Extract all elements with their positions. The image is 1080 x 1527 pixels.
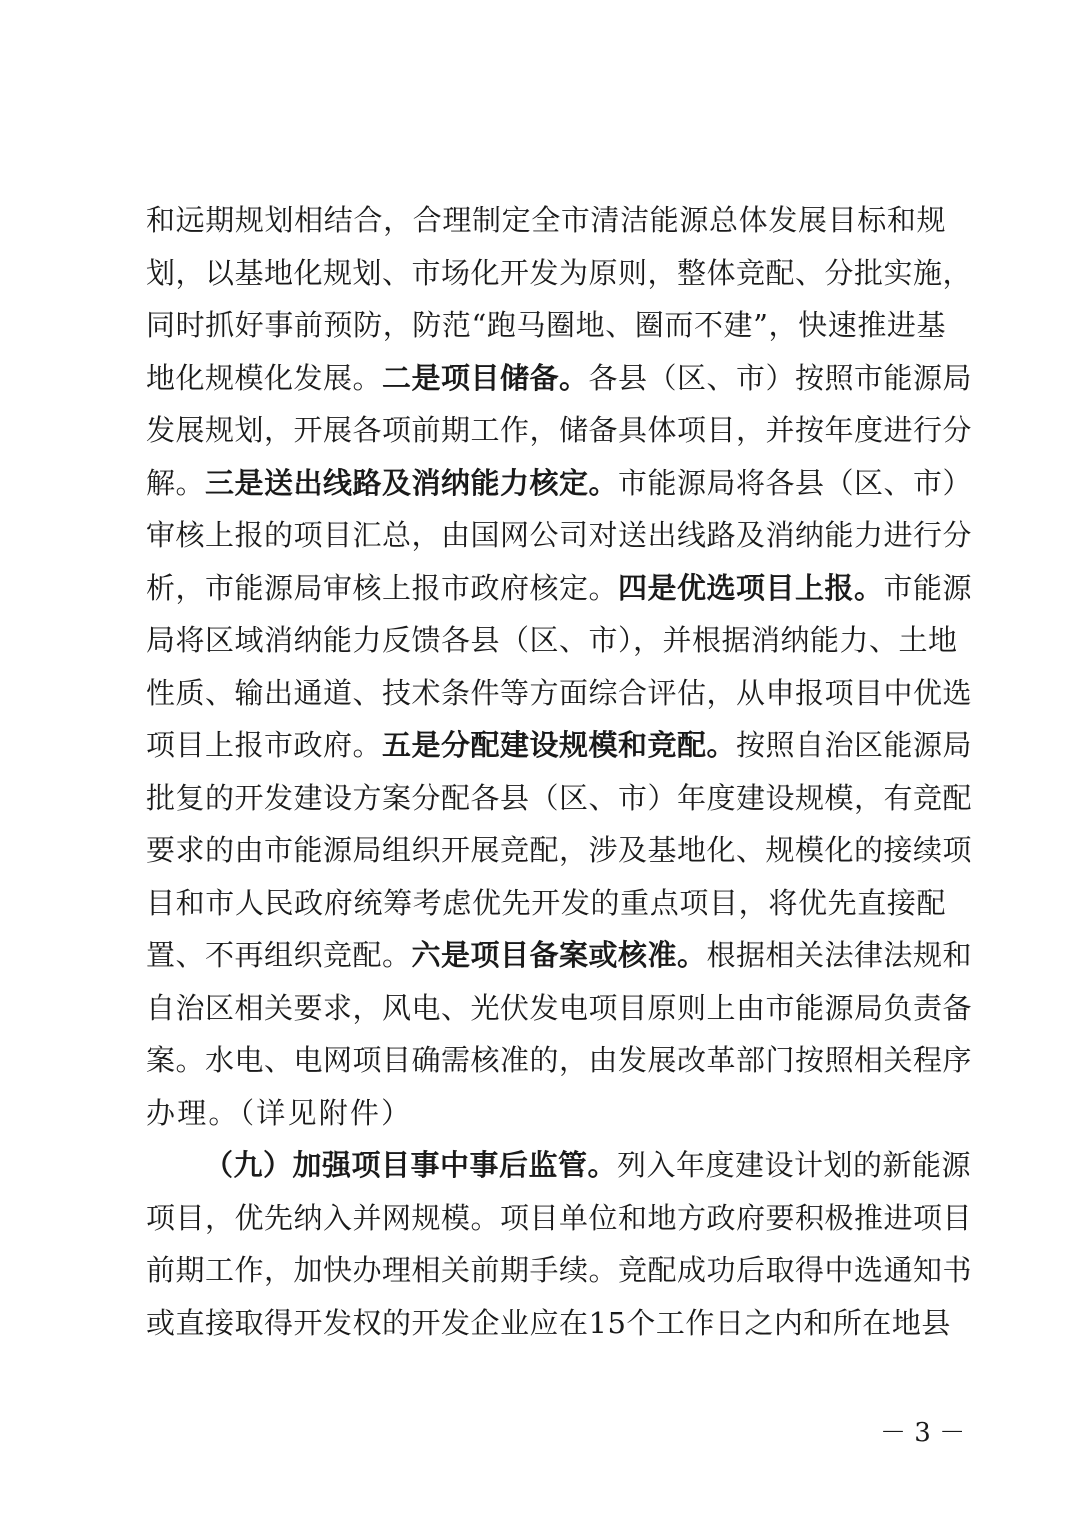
text-segment: 地化规模化发展。: [146, 360, 383, 395]
text-line: [146, 667, 973, 720]
text-segment: 和远期规划相结合，合理制定全市清洁能源总体发展目标和规: [146, 203, 946, 237]
text-segment: 目和市人民政府统筹考虑优先开发的重点项目，将优先直接配: [146, 885, 946, 920]
text-line: [146, 719, 973, 772]
bold-heading-text: 六是项目备案或核准。: [411, 938, 707, 972]
bold-heading-text: 三是送出线路及消纳能力核定。: [205, 465, 619, 500]
text-segment: 案。水电、电网项目确需核准的，由发展改革部门按照相关程序: [146, 1043, 973, 1077]
text-segment: 项目上报市政府。: [146, 728, 383, 762]
text-line: [146, 1244, 973, 1297]
text-segment: 同时抓好事前预防，防范“跑马圈地、圈而不建”，快速推进基: [146, 308, 946, 342]
text-line: [146, 1192, 973, 1245]
text-line: [146, 509, 973, 562]
bold-heading-text: 二是项目储备。: [382, 360, 589, 395]
text-line: [146, 404, 973, 457]
text-line: [146, 1297, 951, 1350]
text-segment: 或直接取得开发权的开发企业应在15个工作日之内和所在地县: [146, 1305, 951, 1340]
text-line: [146, 194, 946, 247]
text-line: [146, 982, 973, 1035]
text-line: [146, 824, 973, 877]
text-line: [146, 299, 946, 352]
text-segment: 自治区相关要求，风电、光伏发电项目原则上由市能源局负责备: [146, 990, 973, 1025]
bold-heading-text: （九）加强项目事中事后监管。: [204, 1148, 618, 1182]
bold-heading-text: 四是优选项目上报。: [618, 570, 884, 605]
text-segment: 市能源局将各县（区、市）: [618, 465, 973, 500]
text-line: [146, 352, 973, 405]
text-line: [146, 562, 973, 615]
text-segment: 解。: [146, 465, 206, 500]
text-line: [146, 772, 973, 825]
text-segment: 析，市能源局审核上报市政府核定。: [146, 570, 619, 605]
text-line: [146, 247, 973, 300]
text-segment: 列入年度建设计划的新能源: [617, 1148, 972, 1182]
text-segment: 根据相关法律法规和: [706, 938, 973, 972]
text-segment: 发展规划，开展各项前期工作，储备具体项目，并按年度进行分: [146, 413, 973, 447]
text-segment: 各县（区、市）按照市能源局: [588, 360, 973, 395]
text-segment: 办理。（详见附件）: [146, 1095, 413, 1130]
text-line: [146, 929, 973, 982]
text-segment: 前期工作，加快办理相关前期手续。竞配成功后取得中选通知书: [146, 1253, 973, 1287]
text-segment: 按照自治区能源局: [736, 728, 973, 762]
body-text: [146, 194, 973, 1349]
text-segment: 置、不再组织竞配。: [146, 938, 412, 972]
text-line: [146, 877, 946, 930]
text-line: [146, 614, 958, 667]
text-segment: 项目，优先纳入并网规模。项目单位和地方政府要积极推进项目: [146, 1200, 973, 1235]
page-number: － 3 －: [880, 1418, 966, 1448]
text-segment: 划，以基地化规划、市场化开发为原则，整体竞配、分批实施，: [146, 255, 973, 290]
text-line: [146, 1034, 973, 1087]
text-segment: 性质、输出通道、技术条件等方面综合评估，从申报项目中优选: [146, 675, 973, 710]
text-line: [146, 1087, 946, 1140]
text-segment: 市能源: [883, 570, 973, 605]
text-segment: 审核上报的项目汇总，由国网公司对送出线路及消纳能力进行分: [146, 518, 973, 552]
text-line: [146, 457, 973, 510]
text-line: [146, 1139, 972, 1192]
text-segment: 局将区域消纳能力反馈各县（区、市），并根据消纳能力、土地: [146, 623, 958, 657]
text-segment: 要求的由市能源局组织开展竞配，涉及基地化、规模化的接续项: [146, 833, 973, 867]
bold-heading-text: 五是分配建设规模和竞配。: [382, 728, 737, 762]
text-segment: 批复的开发建设方案分配各县（区、市）年度建设规模，有竞配: [146, 780, 973, 815]
